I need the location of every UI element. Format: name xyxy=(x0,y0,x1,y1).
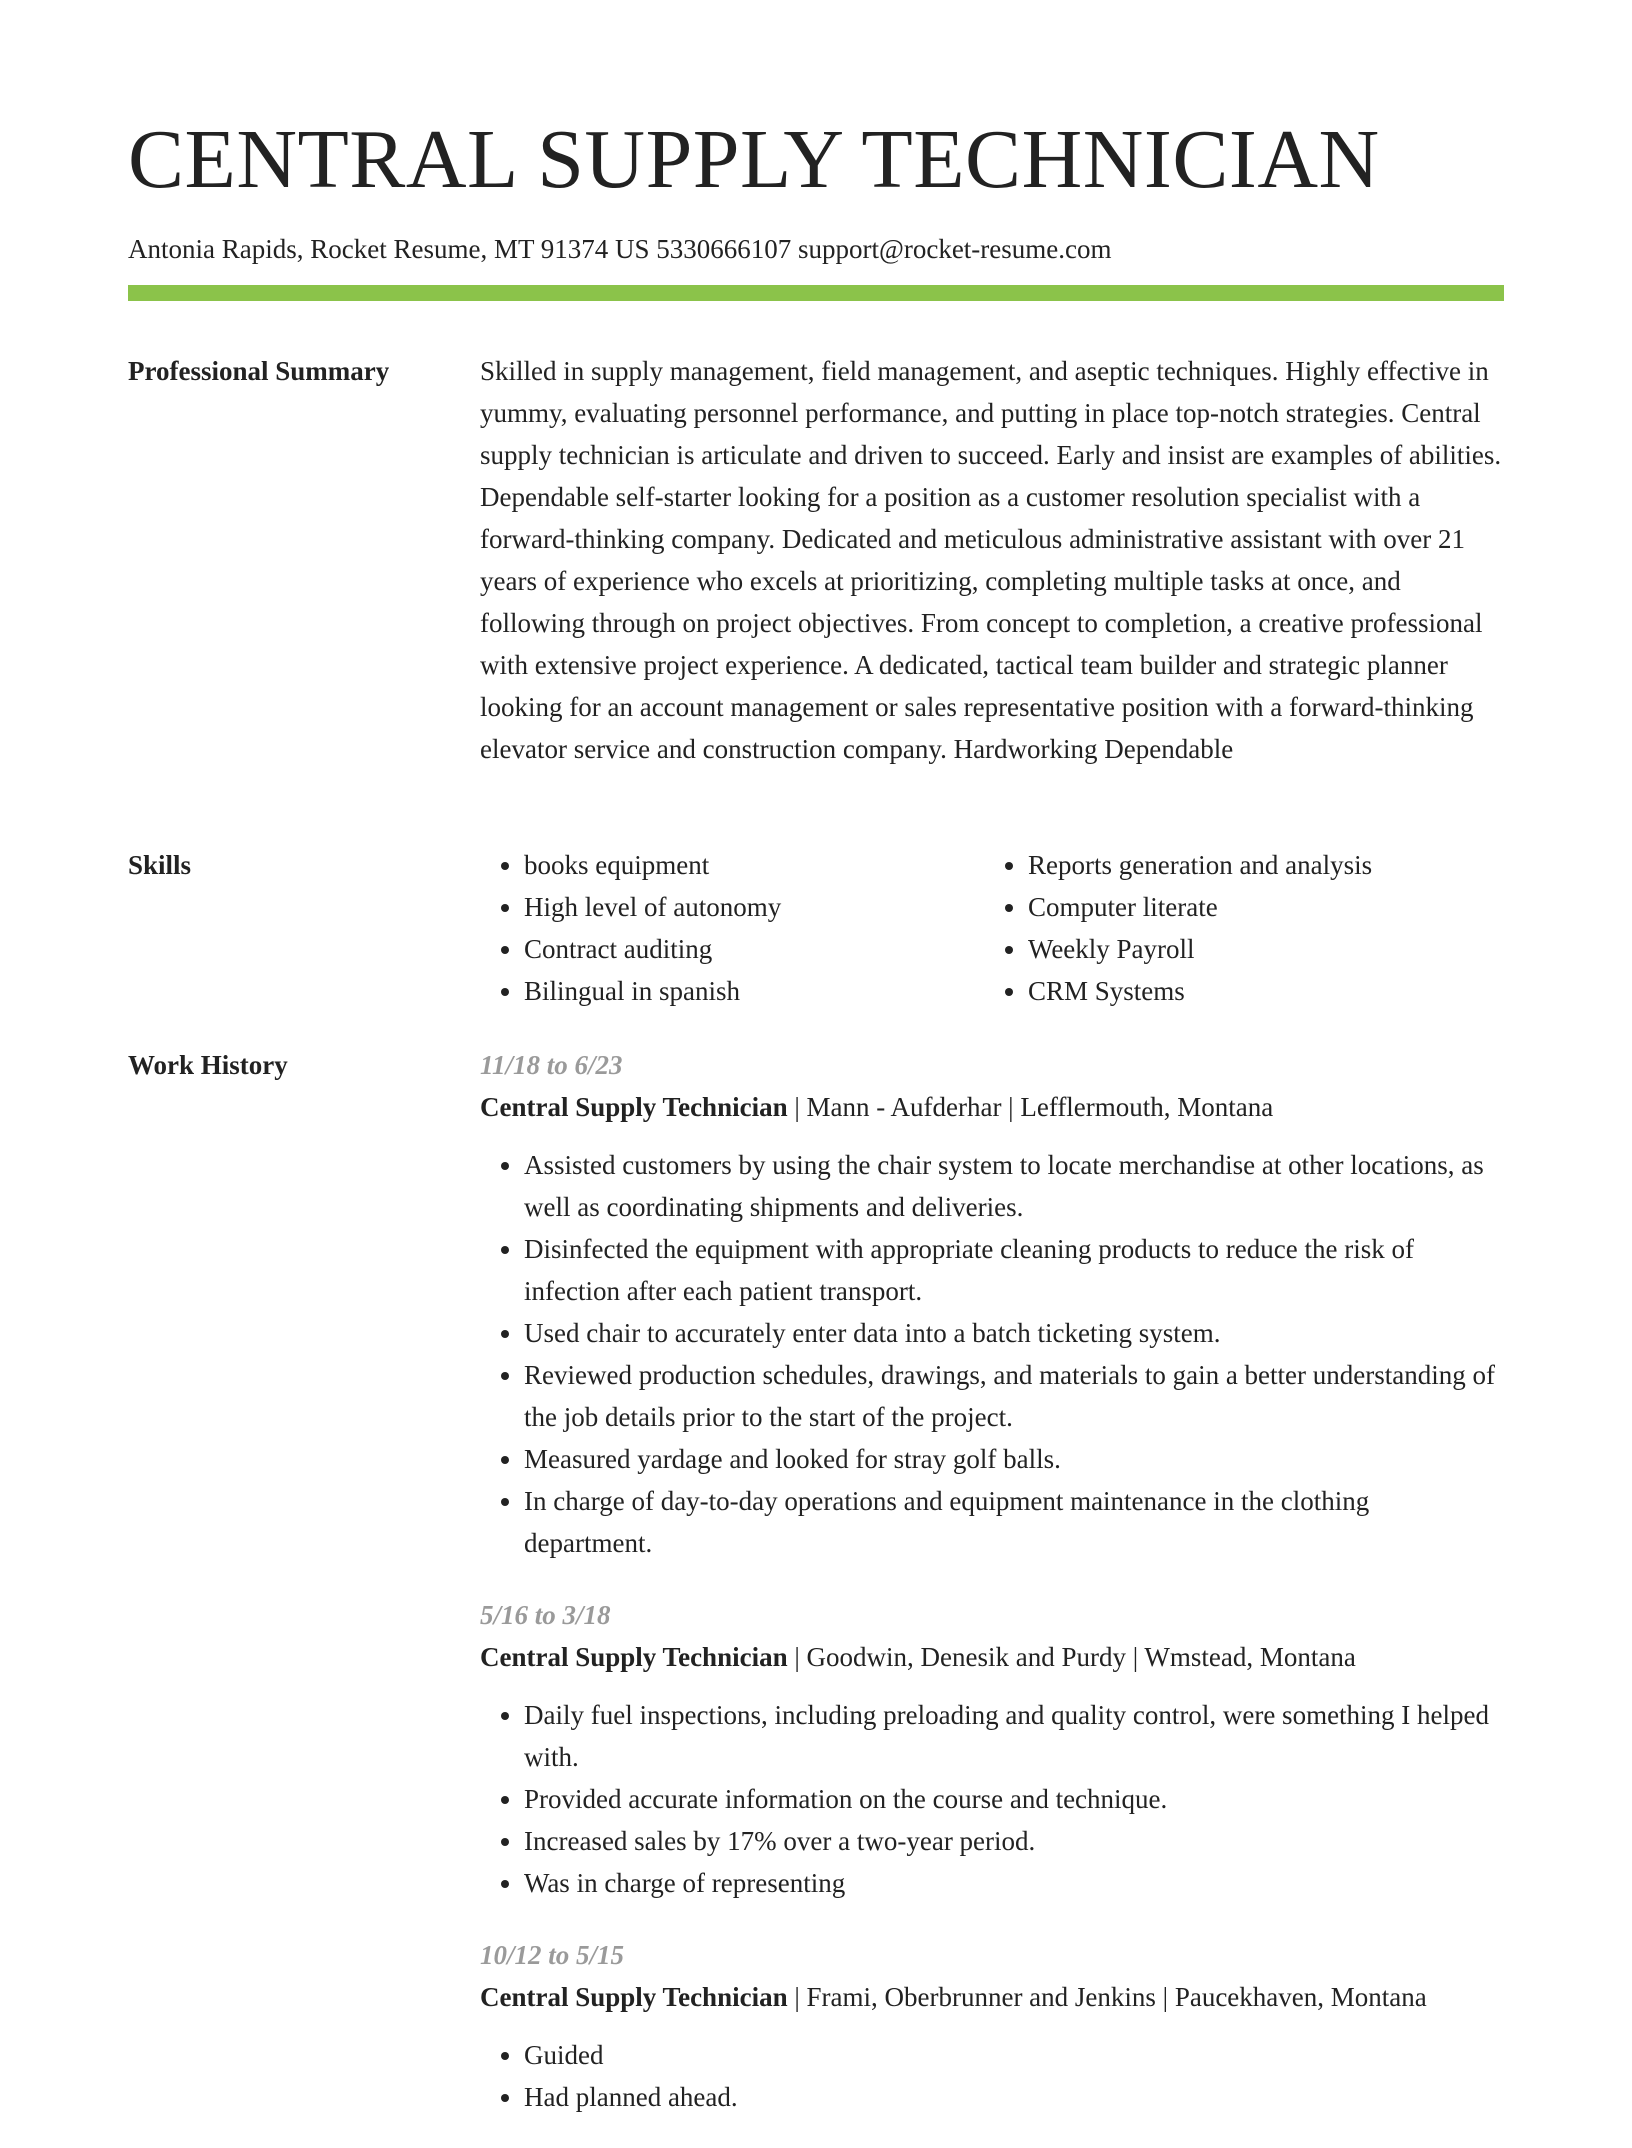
job-heading xyxy=(480,1636,1504,1678)
list-item: • Reports generation and analysis xyxy=(1028,844,1488,886)
job-details: | Mann - Aufderhar | Lefflermouth, Montana xyxy=(787,1092,1274,1122)
summary-heading: Professional Summary xyxy=(128,356,390,386)
list-item: • In charge of day-to-day operations and equipment maintenance in the clothing department. xyxy=(524,1480,1504,1564)
job-bullets xyxy=(480,1144,1504,1564)
summary-text: Skilled in supply management, field management, and aseptic techniques. Highly effective in yummy, evaluating personnel performance, and putting in place top-notch strategies. Central supply technician is articulate and driven to succeed. Early and insist are examples of abilities. Dependable self-starter looking for a position as a customer resolution specialist with a forward-thinking company. Dedicated and meticulous administrative assistant with over 21 years of experience who excels at prioritizing, completing multiple tasks at once, and following through on project objectives. From concept to completion, a creative professional with extensive project experience. A dedicated, tactical team builder and strategic planner looking for an account management or sales representative position with a forward-thinking elevator service and construction company. Hardworking Dependable xyxy=(480,356,1502,764)
job-bullets xyxy=(480,1694,1504,1904)
job-entry xyxy=(480,1044,1504,1564)
list-item: • Reviewed production schedules, drawings, and materials to gain a better understanding of the job details prior to the start of the project. xyxy=(524,1354,1504,1438)
job-title: Central Supply Technician xyxy=(480,1092,788,1122)
list-item: • books equipment xyxy=(524,844,984,886)
job-dates: 11/18 to 6/23 xyxy=(480,1050,623,1080)
job-heading xyxy=(480,1086,1504,1128)
job-entry xyxy=(480,1594,1504,1904)
list-item: • Computer literate xyxy=(1028,886,1488,928)
list-item: • High level of autonomy xyxy=(524,886,984,928)
list-item: • Guided xyxy=(524,2034,1504,2076)
contact-line: Antonia Rapids, Rocket Resume, MT 91374 US 5330666107 support@rocket-resume.com xyxy=(128,234,1112,264)
job-bullets xyxy=(480,2034,1504,2118)
skills-list-right xyxy=(984,844,1488,1012)
list-item: • Had planned ahead. xyxy=(524,2076,1504,2118)
job-dates: 5/16 to 3/18 xyxy=(480,1600,611,1630)
job-heading xyxy=(480,1976,1504,2018)
skills-list-left xyxy=(480,844,984,1012)
work-history-heading: Work History xyxy=(128,1050,288,1080)
list-item: • Bilingual in spanish xyxy=(524,970,984,1012)
job-details: | Frami, Oberbrunner and Jenkins | Paucekhaven, Montana xyxy=(787,1982,1427,2012)
list-item: • Assisted customers by using the chair system to locate merchandise at other locations, as well as coordinating shipments and deliveries. xyxy=(524,1144,1504,1228)
job-details: | Goodwin, Denesik and Purdy | Wmstead, Montana xyxy=(787,1642,1356,1672)
list-item: • Disinfected the equipment with appropriate cleaning products to reduce the risk of infection after each patient transport. xyxy=(524,1228,1504,1312)
resume-title: CENTRAL SUPPLY TECHNICIAN xyxy=(128,113,1380,206)
job-title: Central Supply Technician xyxy=(480,1982,788,2012)
job-title: Central Supply Technician xyxy=(480,1642,788,1672)
job-dates: 10/12 to 5/15 xyxy=(480,1940,625,1970)
list-item: • CRM Systems xyxy=(1028,970,1488,1012)
list-item: • Used chair to accurately enter data into a batch ticketing system. xyxy=(524,1312,1504,1354)
list-item: • Weekly Payroll xyxy=(1028,928,1488,970)
list-item: • Measured yardage and looked for stray golf balls. xyxy=(524,1438,1504,1480)
list-item: • Daily fuel inspections, including preloading and quality control, were something I helped with. xyxy=(524,1694,1504,1778)
list-item: • Was in charge of representing xyxy=(524,1862,1504,1904)
job-entry xyxy=(480,1934,1504,2118)
list-item: • Contract auditing xyxy=(524,928,984,970)
skills-heading: Skills xyxy=(128,850,192,880)
list-item: • Provided accurate information on the course and technique. xyxy=(524,1778,1504,1820)
list-item: • Increased sales by 17% over a two-year period. xyxy=(524,1820,1504,1862)
header-divider xyxy=(128,285,1504,301)
